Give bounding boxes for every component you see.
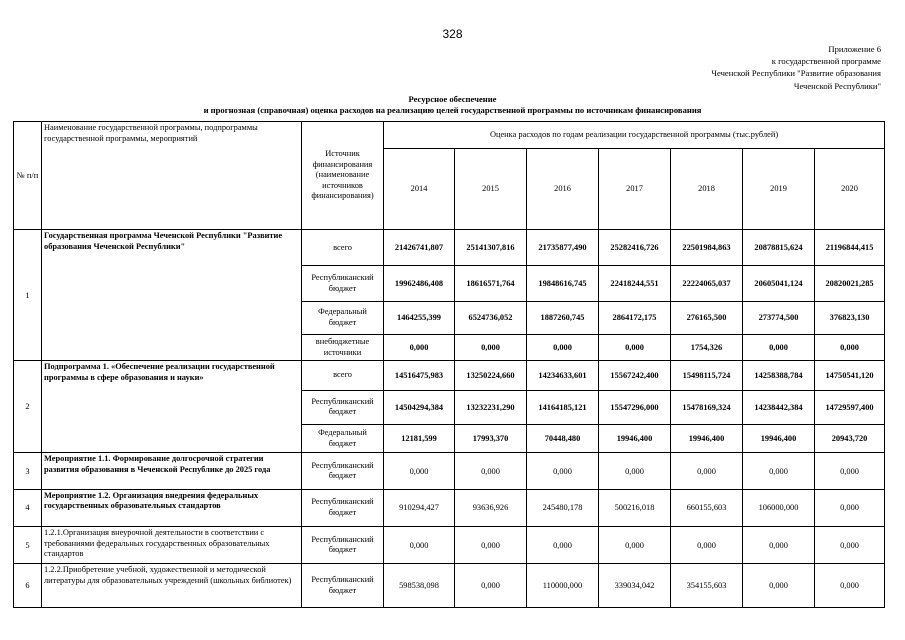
value-cell: 20605041,124 bbox=[743, 266, 815, 301]
value-cell: 0,000 bbox=[815, 564, 885, 608]
value-cell: 14234633,601 bbox=[527, 361, 599, 390]
funding-source: Федеральный бюджет bbox=[302, 301, 384, 334]
table-row bbox=[14, 527, 885, 564]
value-cell: 0,000 bbox=[384, 335, 455, 361]
header-year: 2019 bbox=[743, 149, 815, 230]
value-cell: 910294,427 bbox=[384, 489, 455, 526]
funding-source: Республиканский бюджет bbox=[302, 489, 384, 526]
row-name: Мероприятие 1.1. Формирование долгосрочной стратегии развития образования в Чеченской Республике до 2025 года bbox=[42, 453, 302, 489]
value-cell: 18616571,764 bbox=[455, 266, 527, 301]
value-cell: 0,000 bbox=[455, 564, 527, 608]
value-cell: 25141307,816 bbox=[455, 230, 527, 266]
row-name: 1.2.1.Организация внеурочной деятельности в соответствии с требованиями федеральных государственных образовательных стандартов bbox=[42, 527, 302, 564]
page-number: 328 bbox=[442, 27, 463, 41]
value-cell: 14516475,983 bbox=[384, 361, 455, 390]
value-cell: 0,000 bbox=[384, 527, 455, 564]
header-year: 2018 bbox=[671, 149, 743, 230]
appendix-line: Приложение 6 bbox=[828, 44, 881, 54]
value-cell: 22418244,551 bbox=[599, 266, 671, 301]
value-cell: 0,000 bbox=[743, 453, 815, 489]
document-title bbox=[0, 94, 905, 116]
funding-source: внебюджетные источники bbox=[302, 335, 384, 361]
row-name: Подпрограмма 1. «Обеспечение реализации государственной программы в сфере образования и науки» bbox=[42, 361, 302, 453]
value-cell: 354155,603 bbox=[671, 564, 743, 608]
value-cell: 14258388,784 bbox=[743, 361, 815, 390]
value-cell: 0,000 bbox=[815, 453, 885, 489]
funding-source: всего bbox=[302, 361, 384, 390]
row-name: Государственная программа Чеченской Республики "Развитие образования Чеченской Республики" bbox=[42, 230, 302, 361]
value-cell: 0,000 bbox=[743, 527, 815, 564]
row-number: 1 bbox=[14, 230, 42, 361]
value-cell: 0,000 bbox=[599, 335, 671, 361]
funding-source: Республиканский бюджет bbox=[302, 390, 384, 424]
header-year: 2017 bbox=[599, 149, 671, 230]
funding-source: всего bbox=[302, 230, 384, 266]
value-cell: 0,000 bbox=[384, 453, 455, 489]
value-cell: 0,000 bbox=[455, 335, 527, 361]
value-cell: 500216,018 bbox=[599, 489, 671, 526]
value-cell: 14164185,121 bbox=[527, 390, 599, 424]
value-cell: 25282416,726 bbox=[599, 230, 671, 266]
value-cell: 15478169,324 bbox=[671, 390, 743, 424]
value-cell: 0,000 bbox=[455, 527, 527, 564]
value-cell: 0,000 bbox=[527, 453, 599, 489]
value-cell: 598538,098 bbox=[384, 564, 455, 608]
header-year: 2015 bbox=[455, 149, 527, 230]
row-name: Мероприятие 1.2. Организация внедрения федеральных государственных образовательных стандартов bbox=[42, 489, 302, 526]
header-num: № п/п bbox=[14, 122, 42, 230]
value-cell: 14729597,400 bbox=[815, 390, 885, 424]
value-cell: 20878815,624 bbox=[743, 230, 815, 266]
value-cell: 93636,926 bbox=[455, 489, 527, 526]
value-cell: 22224065,037 bbox=[671, 266, 743, 301]
value-cell: 339034,042 bbox=[599, 564, 671, 608]
appendix-note bbox=[711, 43, 881, 92]
value-cell: 0,000 bbox=[815, 527, 885, 564]
value-cell: 2864172,175 bbox=[599, 301, 671, 334]
value-cell: 660155,603 bbox=[671, 489, 743, 526]
budget-table bbox=[13, 121, 885, 608]
value-cell: 14750541,120 bbox=[815, 361, 885, 390]
value-cell: 15547296,000 bbox=[599, 390, 671, 424]
value-cell: 273774,500 bbox=[743, 301, 815, 334]
title-line: и прогнозная (справочная) оценка расходов на реализацию целей государственной программы по источникам финансирования bbox=[203, 105, 702, 115]
title-line: Ресурсное обеспечение bbox=[408, 94, 497, 104]
table-row bbox=[14, 453, 885, 489]
value-cell: 0,000 bbox=[815, 335, 885, 361]
value-cell: 20943,720 bbox=[815, 425, 885, 453]
value-cell: 0,000 bbox=[527, 527, 599, 564]
value-cell: 12181,599 bbox=[384, 425, 455, 453]
value-cell: 0,000 bbox=[743, 335, 815, 361]
value-cell: 6524736,052 bbox=[455, 301, 527, 334]
funding-source: Республиканский бюджет bbox=[302, 527, 384, 564]
header-year: 2020 bbox=[815, 149, 885, 230]
value-cell: 1464255,399 bbox=[384, 301, 455, 334]
funding-source: Республиканский бюджет bbox=[302, 266, 384, 301]
value-cell: 70448,480 bbox=[527, 425, 599, 453]
header-source: Источник финансирования (наименование источников финансирования) bbox=[302, 122, 384, 230]
value-cell: 21196844,415 bbox=[815, 230, 885, 266]
value-cell: 0,000 bbox=[815, 489, 885, 526]
value-cell: 13250224,660 bbox=[455, 361, 527, 390]
value-cell: 14504294,384 bbox=[384, 390, 455, 424]
value-cell: 14238442,384 bbox=[743, 390, 815, 424]
value-cell: 13232231,290 bbox=[455, 390, 527, 424]
value-cell: 19946,400 bbox=[671, 425, 743, 453]
value-cell: 106000,000 bbox=[743, 489, 815, 526]
row-number: 3 bbox=[14, 453, 42, 489]
appendix-line: Чеченской Республики "Развитие образования bbox=[711, 68, 881, 79]
value-cell: 19962486,408 bbox=[384, 266, 455, 301]
value-cell: 17993,370 bbox=[455, 425, 527, 453]
value-cell: 1754,326 bbox=[671, 335, 743, 361]
row-number: 6 bbox=[14, 564, 42, 608]
header-name: Наименование государственной программы, подпрограммы государственной программы, мероприятий bbox=[42, 122, 302, 230]
header-year: 2016 bbox=[527, 149, 599, 230]
value-cell: 22501984,863 bbox=[671, 230, 743, 266]
value-cell: 1887260,745 bbox=[527, 301, 599, 334]
value-cell: 19848616,745 bbox=[527, 266, 599, 301]
row-number: 4 bbox=[14, 489, 42, 526]
table-row bbox=[14, 564, 885, 608]
value-cell: 0,000 bbox=[599, 453, 671, 489]
appendix-line: к государственной программе bbox=[771, 56, 881, 67]
funding-source: Федеральный бюджет bbox=[302, 425, 384, 453]
appendix-line: Чеченской Республики" bbox=[793, 80, 881, 91]
value-cell: 0,000 bbox=[599, 527, 671, 564]
value-cell: 21735877,490 bbox=[527, 230, 599, 266]
row-name: 1.2.2.Приобретение учебной, художественной и методической литературы для образовательных учреждений (школьных библиотек) bbox=[42, 564, 302, 608]
value-cell: 15498115,724 bbox=[671, 361, 743, 390]
funding-source: Республиканский бюджет bbox=[302, 564, 384, 608]
value-cell: 0,000 bbox=[671, 453, 743, 489]
value-cell: 19946,400 bbox=[743, 425, 815, 453]
value-cell: 110000,000 bbox=[527, 564, 599, 608]
value-cell: 245480,178 bbox=[527, 489, 599, 526]
value-cell: 376823,130 bbox=[815, 301, 885, 334]
value-cell: 20820021,285 bbox=[815, 266, 885, 301]
table-row bbox=[14, 230, 885, 266]
row-number: 5 bbox=[14, 527, 42, 564]
value-cell: 15567242,400 bbox=[599, 361, 671, 390]
value-cell: 0,000 bbox=[455, 453, 527, 489]
value-cell: 0,000 bbox=[527, 335, 599, 361]
funding-source: Республиканский бюджет bbox=[302, 453, 384, 489]
table-row bbox=[14, 361, 885, 390]
header-year: 2014 bbox=[384, 149, 455, 230]
header-estimate: Оценка расходов по годам реализации государственной программы (тыс.рублей) bbox=[384, 122, 885, 149]
table-row bbox=[14, 489, 885, 526]
row-number: 2 bbox=[14, 361, 42, 453]
value-cell: 21426741,807 bbox=[384, 230, 455, 266]
value-cell: 19946,400 bbox=[599, 425, 671, 453]
value-cell: 276165,500 bbox=[671, 301, 743, 334]
value-cell: 0,000 bbox=[671, 527, 743, 564]
value-cell: 0,000 bbox=[743, 564, 815, 608]
